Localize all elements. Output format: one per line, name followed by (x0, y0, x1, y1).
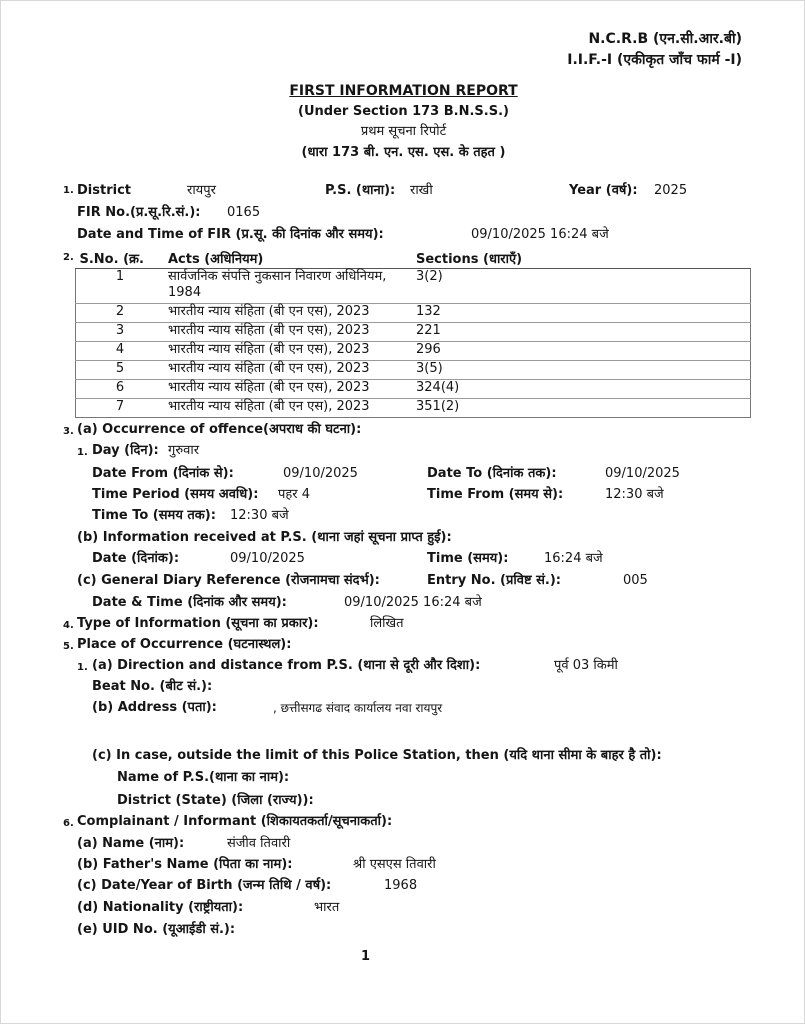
sno-cell: 1 (76, 269, 165, 304)
table-row (76, 323, 751, 342)
nationality-value: भारत (314, 900, 340, 915)
uid-label: (e) UID No. (यूआईडी सं.): (77, 922, 236, 937)
act-cell: भारतीय न्याय संहिता (बी एन एस), 2023 (164, 304, 412, 323)
act-text: सार्वजनिक संपत्ति नुकसान निवारण अधिनियम, (168, 269, 387, 284)
day-label: Day (दिन): (92, 443, 159, 458)
sub-number: 1. (77, 447, 88, 458)
fir-no-label: FIR No.(प्र.सू.रि.सं.): (77, 205, 201, 220)
date-to-value: 09/10/2025 (605, 466, 680, 481)
date-from-label: Date From (दिनांक से): (92, 466, 234, 481)
year-label: Year (वर्ष): (569, 183, 638, 198)
district-value: रायपुर (187, 183, 216, 198)
dob-value: 1968 (384, 878, 418, 893)
name-label: (a) Name (नाम): (77, 836, 185, 851)
outside-district-label: District (State) (जिला (राज्य)): (117, 793, 314, 808)
outside-limit-heading: (c) In case, outside the limit of this Police Station, then (यदि थाना सीमा के बाहर है तो): (92, 748, 662, 763)
info-date-label: Date (दिनांक): (92, 551, 180, 566)
table-row (76, 380, 751, 399)
info-date-value: 09/10/2025 (230, 551, 305, 566)
iif-label: I.I.F.-I (एकीकृत जाँच फार्म -I) (567, 52, 742, 68)
section-cell: 132 (412, 304, 751, 323)
ps-value: राखी (410, 183, 433, 198)
gd-datetime-label: Date & Time (दिनांक और समय): (92, 595, 287, 610)
time-period-label: Time Period (समय अवधि): (92, 487, 259, 502)
section-number: 1. (63, 185, 74, 196)
acts-header: Acts (अधिनियम) (164, 248, 412, 269)
section-number: 3. (63, 426, 74, 437)
report-title-hindi: प्रथम सूचना रिपोर्ट (360, 124, 447, 139)
table-row (76, 399, 751, 418)
sections-header: Sections (धाराएँ) (412, 248, 751, 269)
time-to-label: Time To (समय तक): (92, 508, 216, 523)
fir-datetime-value: 09/10/2025 16:24 बजे (471, 227, 609, 242)
section-cell: 324(4) (412, 380, 751, 399)
section-cell: 351(2) (412, 399, 751, 418)
father-name-label: (b) Father's Name (पिता का नाम): (77, 857, 293, 872)
date-from-value: 09/10/2025 (283, 466, 358, 481)
dob-label: (c) Date/Year of Birth (जन्म तिथि / वर्ष): (77, 878, 332, 893)
report-subtitle-hindi: (धारा 173 बी. एन. एस. एस. के तहत ) (301, 145, 506, 160)
entry-no-label: Entry No. (प्रविष्ट सं.): (427, 573, 561, 588)
info-time-value: 16:24 बजे (544, 551, 603, 566)
beat-no-label: Beat No. (बीट सं.): (92, 679, 213, 694)
sno-header: S.No. (क्र. (76, 248, 165, 269)
ncrb-label: N.C.R.B (एन.सी.आर.बी) (588, 31, 742, 47)
act-text-year: 1984 (168, 285, 202, 300)
section-cell: 3(5) (412, 361, 751, 380)
section-cell: 296 (412, 342, 751, 361)
act-cell (164, 269, 412, 304)
table-row (76, 342, 751, 361)
direction-distance-value: पूर्व 03 किमी (554, 658, 618, 673)
date-to-label: Date To (दिनांक तक): (427, 466, 557, 481)
time-period-value: पहर 4 (278, 487, 311, 502)
gd-reference-label: (c) General Diary Reference (रोजनामचा संदर्भ): (77, 573, 380, 588)
ps-label: P.S. (थाना): (325, 183, 396, 198)
fir-datetime-label: Date and Time of FIR (प्र.सू. की दिनांक और समय): (77, 227, 384, 242)
time-from-value: 12:30 बजे (605, 487, 664, 502)
act-cell: भारतीय न्याय संहिता (बी एन एस), 2023 (164, 342, 412, 361)
sno-cell: 5 (76, 361, 165, 380)
sno-cell: 6 (76, 380, 165, 399)
nationality-label: (d) Nationality (राष्ट्रीयता): (77, 900, 244, 915)
info-type-label: Type of Information (सूचना का प्रकार): (77, 616, 319, 631)
sno-cell: 7 (76, 399, 165, 418)
table-row (76, 361, 751, 380)
act-cell: भारतीय न्याय संहिता (बी एन एस), 2023 (164, 323, 412, 342)
table-row (76, 269, 751, 304)
act-cell: भारतीय न्याय संहिता (बी एन एस), 2023 (164, 361, 412, 380)
acts-sections-table (75, 248, 751, 418)
district-label: District (77, 183, 131, 198)
place-heading: Place of Occurrence (घटनास्थल): (77, 637, 292, 652)
act-cell: भारतीय न्याय संहिता (बी एन एस), 2023 (164, 380, 412, 399)
act-cell: भारतीय न्याय संहिता (बी एन एस), 2023 (164, 399, 412, 418)
complainant-heading: Complainant / Informant (शिकायतकर्ता/सूचनाकर्ता): (77, 814, 393, 829)
table-header-row (76, 248, 751, 269)
section-number: 4. (63, 620, 74, 631)
report-subtitle: (Under Section 173 B.N.S.S.) (298, 104, 509, 119)
outside-ps-label: Name of P.S.(थाना का नाम): (117, 770, 290, 785)
info-time-label: Time (समय): (427, 551, 509, 566)
section-number: 5. (63, 641, 74, 652)
year-value: 2025 (654, 183, 688, 198)
section-cell: 221 (412, 323, 751, 342)
occurrence-heading: (a) Occurrence of offence(अपराध की घटना): (77, 422, 362, 437)
report-title: FIRST INFORMATION REPORT (289, 83, 518, 99)
direction-distance-label: (a) Direction and distance from P.S. (थाना से दूरी और दिशा): (92, 658, 481, 673)
section-cell: 3(2) (412, 269, 751, 304)
sno-cell: 2 (76, 304, 165, 323)
entry-no-value: 005 (623, 573, 648, 588)
section-number: 6. (63, 818, 74, 829)
time-from-label: Time From (समय से): (427, 487, 564, 502)
day-value: गुरुवार (168, 443, 200, 458)
sno-cell: 4 (76, 342, 165, 361)
fir-no-value: 0165 (227, 205, 261, 220)
name-value: संजीव तिवारी (227, 836, 291, 851)
gd-datetime-value: 09/10/2025 16:24 बजे (344, 595, 482, 610)
page-number: 1 (361, 949, 371, 964)
address-label: (b) Address (पता): (92, 700, 217, 715)
sno-cell: 3 (76, 323, 165, 342)
time-to-value: 12:30 बजे (230, 508, 289, 523)
info-received-heading: (b) Information received at P.S. (थाना जहां सूचना प्राप्त हुई): (77, 530, 452, 545)
info-type-value: लिखित (370, 616, 404, 631)
sub-number: 1. (77, 662, 88, 673)
section-number: 2. (63, 252, 74, 263)
father-name-value: श्री एसएस तिवारी (353, 857, 436, 872)
address-value: , छत्तीसगढ संवाद कार्यालय नवा रायपुर (273, 701, 443, 715)
table-row (76, 304, 751, 323)
